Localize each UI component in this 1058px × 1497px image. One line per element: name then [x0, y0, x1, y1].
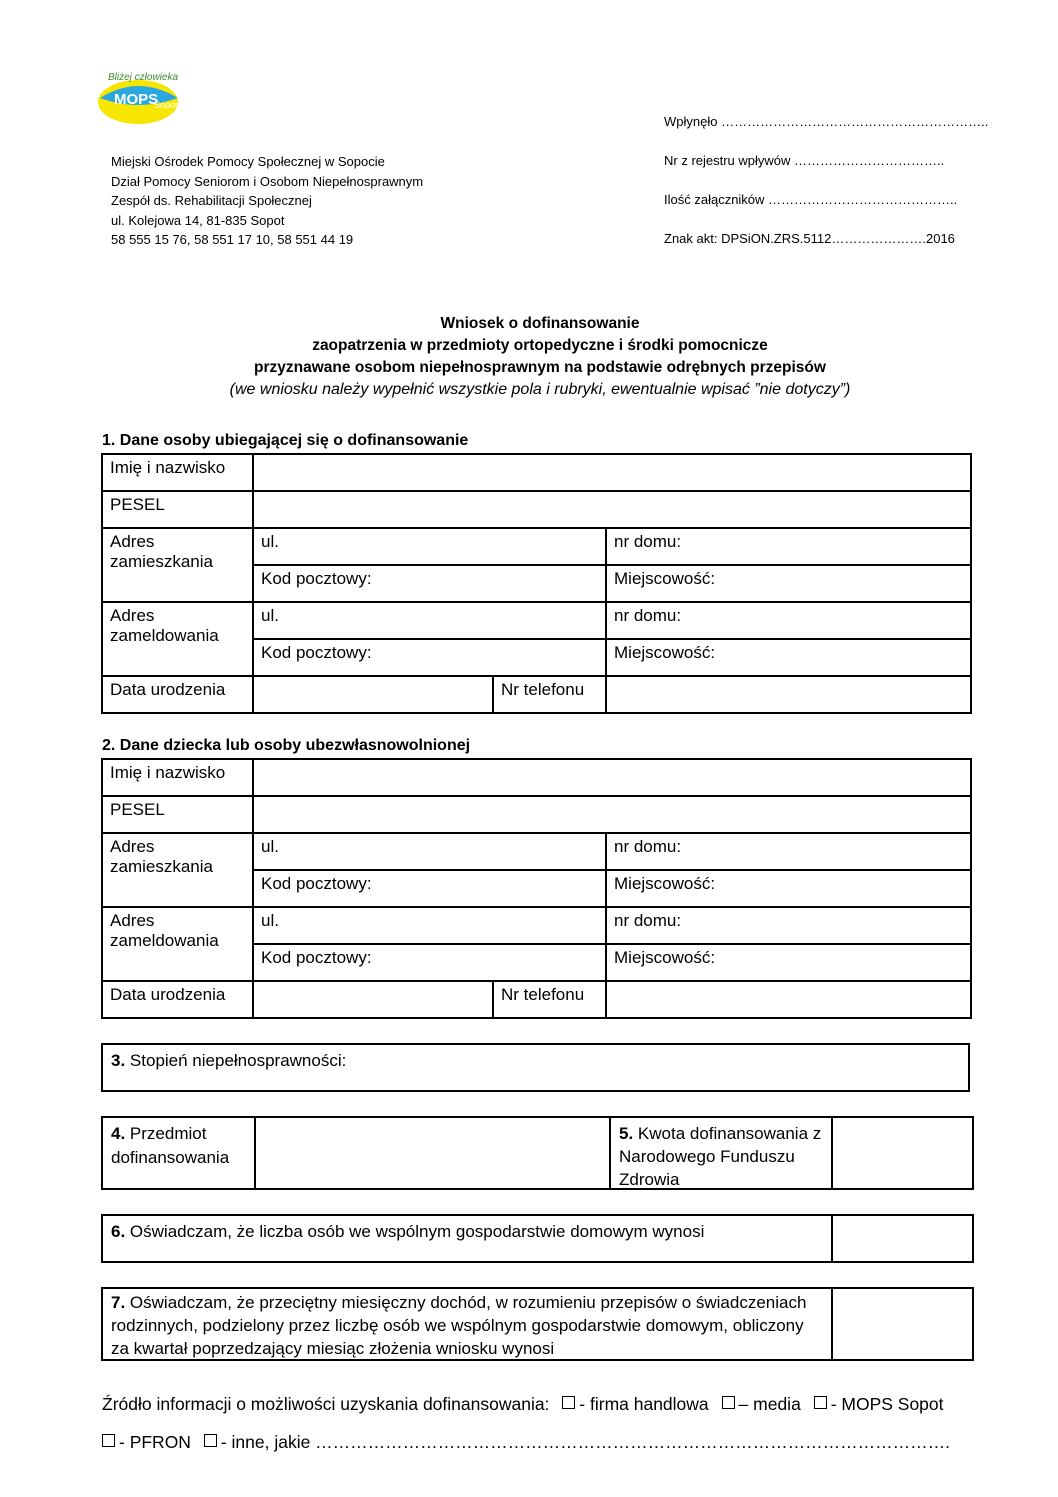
phone-input[interactable]	[606, 981, 971, 1018]
checkbox-trade-company[interactable]	[562, 1396, 575, 1409]
option-trade: - firma handlowa	[579, 1394, 709, 1414]
office-line: Zespół ds. Rehabilitacji Społecznej	[111, 193, 312, 208]
phone-input[interactable]	[606, 676, 971, 713]
sources-intro: Źródło informacji o możliwości uzyskania dofinansowania:	[102, 1394, 550, 1414]
form-title	[100, 313, 980, 401]
birth-input[interactable]	[253, 981, 493, 1018]
checkbox-pfron[interactable]	[102, 1434, 115, 1447]
house-no-input[interactable]: nr domu:	[606, 602, 971, 639]
office-line: Dział Pomocy Seniorom i Osobom Niepełnosprawnym	[111, 173, 424, 189]
section1-table	[101, 453, 972, 714]
town-input[interactable]: Miejscowość:	[606, 944, 971, 981]
section4-input[interactable]	[256, 1118, 609, 1188]
phone-label: Nr telefonu	[493, 981, 606, 1018]
section3-num: 3.	[111, 1051, 126, 1070]
house-no-input[interactable]: nr domu:	[606, 528, 971, 565]
section5-num: 5.	[619, 1124, 634, 1143]
town-input[interactable]: Miejscowość:	[606, 565, 971, 602]
street-input[interactable]: ul.	[253, 528, 606, 565]
birth-label: Data urodzenia	[102, 676, 253, 713]
option-pfron: - PFRON	[119, 1432, 191, 1452]
section4-label: Przedmiot dofinansowania	[111, 1124, 230, 1167]
town-input[interactable]: Miejscowość:	[606, 639, 971, 676]
section6-label-cell	[103, 1216, 833, 1261]
title-line: Wniosek o dofinansowanie	[440, 315, 640, 332]
section2-table	[101, 758, 972, 1019]
title-line: przyznawane osobom niepełnosprawnym na podstawie odrębnych przepisów	[254, 359, 826, 376]
birth-label: Data urodzenia	[102, 981, 253, 1018]
office-line: Miejski Ośrodek Pomocy Społecznej w Sopocie	[111, 154, 385, 169]
pesel-input[interactable]	[253, 796, 971, 833]
registered-label: Adres zameldowania	[102, 602, 253, 676]
section4-num: 4.	[111, 1124, 126, 1143]
section6-input[interactable]	[833, 1216, 972, 1261]
section7-label-cell	[103, 1289, 833, 1359]
house-no-input[interactable]: nr domu:	[606, 833, 971, 870]
name-label: Imię i nazwisko	[102, 454, 253, 491]
option-media: – media	[738, 1394, 801, 1414]
pesel-label: PESEL	[102, 491, 253, 528]
mops-logo	[96, 68, 186, 128]
option-mops: - MOPS Sopot	[830, 1394, 944, 1414]
street-input[interactable]: ul.	[253, 907, 606, 944]
option-other[interactable]: - inne, jakie ……………………………………………………………………………………………….	[220, 1432, 951, 1452]
section7-box	[101, 1287, 974, 1361]
file-no-field[interactable]: Znak akt: DPSiON.ZRS.5112………………….2016	[664, 231, 955, 246]
logo-city: Sopot	[154, 100, 178, 110]
section1-heading: 1. Dane osoby ubiegającej się o dofinansowanie	[102, 432, 469, 449]
postal-input[interactable]: Kod pocztowy:	[253, 944, 606, 981]
street-input[interactable]: ul.	[253, 833, 606, 870]
section7-num: 7.	[111, 1293, 126, 1312]
postal-input[interactable]: Kod pocztowy:	[253, 565, 606, 602]
sources-line1	[102, 1394, 944, 1415]
name-input[interactable]	[253, 759, 971, 796]
birth-input[interactable]	[253, 676, 493, 713]
section5-input[interactable]	[833, 1118, 972, 1188]
section5-label-cell	[609, 1118, 833, 1188]
section4-5-box	[101, 1116, 974, 1190]
section6-box	[101, 1214, 974, 1263]
checkbox-media[interactable]	[722, 1396, 735, 1409]
received-field[interactable]: Wpłynęło ……………………………………………………..	[664, 114, 989, 129]
sources-line2	[102, 1432, 950, 1453]
office-address	[111, 152, 423, 250]
section7-label: Oświadczam, że przeciętny miesięczny dochód, w rozumieniu przepisów o świadczeniach rodzinnych, podzielony przez liczbę osób we wspólnym gospodarstwie domowym, obliczony za kwartał poprzedzający miesiąc złożenia wniosku wynosi	[111, 1293, 807, 1358]
title-note: (we wniosku należy wypełnić wszystkie pola i rubryki, ewentualnie wpisać ”nie dotyczy”)	[229, 381, 851, 398]
office-line: 58 555 15 76, 58 551 17 10, 58 551 44 19	[111, 232, 354, 247]
office-line: ul. Kolejowa 14, 81-835 Sopot	[111, 212, 285, 228]
section7-input[interactable]	[833, 1289, 972, 1359]
house-no-input[interactable]: nr domu:	[606, 907, 971, 944]
postal-input[interactable]: Kod pocztowy:	[253, 639, 606, 676]
street-input[interactable]: ul.	[253, 602, 606, 639]
section2-heading: 2. Dane dziecka lub osoby ubezwłasnowolnionej	[102, 737, 471, 754]
phone-label: Nr telefonu	[493, 676, 606, 713]
residence-label: Adres zamieszkania	[102, 833, 253, 907]
registry-block	[664, 114, 988, 270]
title-line: zaopatrzenia w przedmioty ortopedyczne i środki pomocnicze	[312, 337, 768, 354]
pesel-label: PESEL	[102, 796, 253, 833]
section6-label: Oświadczam, że liczba osób we wspólnym gospodarstwie domowym wynosi	[129, 1222, 705, 1241]
residence-label: Adres zamieszkania	[102, 528, 253, 602]
name-input[interactable]	[253, 454, 971, 491]
reg-no-field[interactable]: Nr z rejestru wpływów ……………………………..	[664, 153, 945, 168]
registered-label: Adres zameldowania	[102, 907, 253, 981]
attachments-field[interactable]: Ilość załączników ……………………………………..	[664, 192, 958, 207]
town-input[interactable]: Miejscowość:	[606, 870, 971, 907]
postal-input[interactable]: Kod pocztowy:	[253, 870, 606, 907]
section4-label-cell	[103, 1118, 256, 1188]
section3-label: Stopień niepełnosprawności:	[129, 1051, 347, 1070]
logo-tagline: Bliżej człowieka	[108, 72, 179, 83]
logo-brand: MOPS	[114, 91, 159, 108]
pesel-input[interactable]	[253, 491, 971, 528]
section5-label: Kwota dofinansowania z Narodowego Funduszu Zdrowia	[619, 1124, 822, 1189]
checkbox-other[interactable]	[204, 1434, 217, 1447]
name-label: Imię i nazwisko	[102, 759, 253, 796]
section3-box[interactable]	[101, 1043, 970, 1092]
section6-num: 6.	[111, 1222, 126, 1241]
checkbox-mops[interactable]	[814, 1396, 827, 1409]
